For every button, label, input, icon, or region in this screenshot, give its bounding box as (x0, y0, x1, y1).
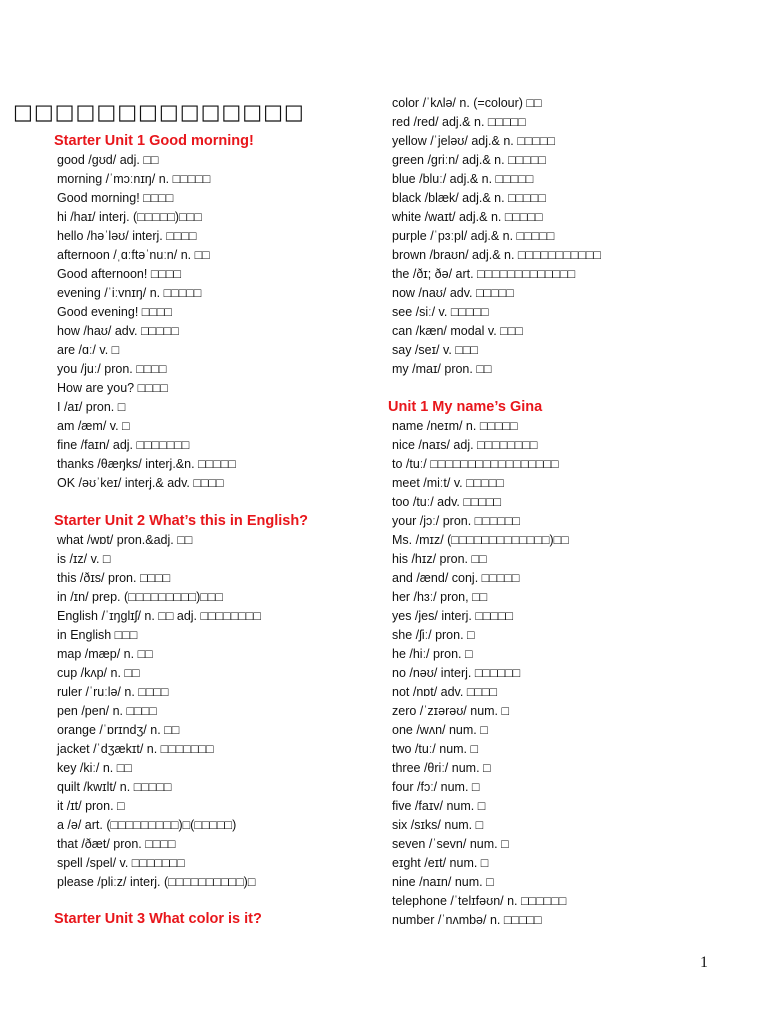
word-entry: and /ænd/ conj. □□□□□ (392, 571, 520, 585)
page-number: 1 (700, 954, 708, 971)
word-entry: hi /haɪ/ interj. (□□□□□)□□□ (57, 210, 202, 224)
word-entry: orange /ˈɒrɪndʒ/ n. □□ (57, 723, 180, 737)
word-entry: that /ðæt/ pron. □□□□ (57, 837, 176, 851)
word-entry: purple /ˈpɜːpl/ adj.& n. □□□□□ (392, 229, 555, 243)
word-entry: your /jɔː/ pron. □□□□□□ (392, 514, 520, 528)
word-entry: is /ɪz/ v. □ (57, 552, 111, 566)
word-entry: say /seɪ/ v. □□□ (392, 343, 478, 357)
word-entry: white /waɪt/ adj.& n. □□□□□ (392, 210, 543, 224)
word-entry: no /nəʊ/ interj. □□□□□□ (392, 666, 521, 680)
word-entry: Good evening! □□□□ (57, 305, 172, 319)
word-entry: How are you? □□□□ (57, 381, 168, 395)
word-entry: seven /ˈsevn/ num. □ (392, 837, 509, 851)
word-entry: color /ˈkʌlə/ n. (=colour) □□ (392, 96, 542, 110)
word-entry: red /red/ adj.& n. □□□□□ (392, 115, 526, 129)
word-entry: evening /ˈiːvnɪŋ/ n. □□□□□ (57, 286, 202, 300)
word-entry: meet /miːt/ v. □□□□□ (392, 476, 504, 490)
section-heading-starter-unit-2: Starter Unit 2 What’s this in English? (54, 513, 309, 529)
word-entry: can /kæn/ modal v. □□□ (392, 324, 523, 338)
word-entry: what /wɒt/ pron.&adj. □□ (57, 533, 193, 547)
word-entry: morning /ˈmɔːnɪŋ/ n. □□□□□ (57, 172, 211, 186)
section-heading-starter-unit-1: Starter Unit 1 Good morning! (54, 133, 254, 149)
word-entry: how /haʊ/ adv. □□□□□ (57, 324, 179, 338)
word-entry: to /tuː/ □□□□□□□□□□□□□□□□□ (392, 457, 559, 471)
word-entry: English /ˈɪŋglɪʃ/ n. □□ adj. □□□□□□□□ (57, 609, 261, 623)
word-entry: see /siː/ v. □□□□□ (392, 305, 489, 319)
word-entry: this /ðɪs/ pron. □□□□ (57, 571, 171, 585)
word-entry: key /kiː/ n. □□ (57, 761, 132, 775)
word-entry: too /tuː/ adv. □□□□□ (392, 495, 502, 509)
section-heading-unit-1: Unit 1 My name’s Gina (388, 399, 543, 415)
word-entry: afternoon /ˌɑːftəˈnuːn/ n. □□ (57, 248, 210, 262)
word-entry: green /griːn/ adj.& n. □□□□□ (392, 153, 546, 167)
word-entry: I /aɪ/ pron. □ (57, 400, 126, 414)
word-entry: number /ˈnʌmbə/ n. □□□□□ (392, 913, 542, 927)
word-entry: telephone /ˈtelɪfəʊn/ n. □□□□□□ (392, 894, 567, 908)
word-entry: Good afternoon! □□□□ (57, 267, 182, 281)
word-entry: good /gʊd/ adj. □□ (57, 153, 159, 167)
word-entry: three /θriː/ num. □ (392, 761, 491, 775)
word-entry: spell /spel/ v. □□□□□□□ (57, 856, 185, 870)
page-title: □□□□□□□□□□□□□□ (13, 100, 305, 124)
section-heading-starter-unit-3: Starter Unit 3 What color is it? (54, 911, 262, 927)
word-entry: name /neɪm/ n. □□□□□ (392, 419, 518, 433)
word-entry: jacket /ˈdʒækɪt/ n. □□□□□□□ (57, 742, 214, 756)
word-entry: his /hɪz/ pron. □□ (392, 552, 487, 566)
word-entry: Ms. /mɪz/ (□□□□□□□□□□□□□)□□ (392, 533, 569, 547)
word-entry: nine /naɪn/ num. □ (392, 875, 494, 889)
word-entry: six /sɪks/ num. □ (392, 818, 484, 832)
word-entry: brown /braʊn/ adj.& n. □□□□□□□□□□□ (392, 248, 601, 262)
word-entry: zero /ˈzɪərəʊ/ num. □ (392, 704, 510, 718)
word-entry: pen /pen/ n. □□□□ (57, 704, 157, 718)
word-entry: Good morning! □□□□ (57, 191, 174, 205)
word-entry: blue /bluː/ adj.& n. □□□□□ (392, 172, 534, 186)
word-entry: am /æm/ v. □ (57, 419, 130, 433)
word-entry: eɪght /eɪt/ num. □ (392, 856, 489, 870)
word-entry: four /fɔː/ num. □ (392, 780, 480, 794)
word-entry: now /naʊ/ adv. □□□□□ (392, 286, 514, 300)
word-entry: map /mæp/ n. □□ (57, 647, 153, 661)
word-entry: she /ʃiː/ pron. □ (392, 628, 475, 642)
word-entry: the /ðɪ; ðə/ art. □□□□□□□□□□□□□ (392, 267, 576, 281)
word-entry: five /faɪv/ num. □ (392, 799, 486, 813)
word-entry: it /ɪt/ pron. □ (57, 799, 125, 813)
word-entry: ruler /ˈruːlə/ n. □□□□ (57, 685, 169, 699)
word-entry: in /ɪn/ prep. (□□□□□□□□□)□□□ (57, 590, 223, 604)
word-entry: yellow /ˈjeləʊ/ adj.& n. □□□□□ (392, 134, 555, 148)
word-entry: black /blæk/ adj.& n. □□□□□ (392, 191, 546, 205)
word-entry: yes /jes/ interj. □□□□□ (392, 609, 514, 623)
word-entry: please /pliːz/ interj. (□□□□□□□□□□)□ (57, 875, 256, 889)
word-entry: are /ɑː/ v. □ (57, 343, 120, 357)
word-entry: he /hiː/ pron. □ (392, 647, 473, 661)
word-entry: cup /kʌp/ n. □□ (57, 666, 140, 680)
word-entry: quilt /kwɪlt/ n. □□□□□ (57, 780, 172, 794)
word-entry: a /ə/ art. (□□□□□□□□□)□(□□□□□) (57, 818, 237, 832)
word-entry: two /tuː/ num. □ (392, 742, 479, 756)
word-entry: thanks /θæŋks/ interj.&n. □□□□□ (57, 457, 236, 471)
word-entry: OK /əʊˈkeɪ/ interj.& adv. □□□□ (57, 476, 224, 490)
word-entry: in English □□□ (57, 628, 138, 642)
word-entry: nice /naɪs/ adj. □□□□□□□□ (392, 438, 538, 452)
word-entry: you /juː/ pron. □□□□ (57, 362, 167, 376)
word-entry: my /maɪ/ pron. □□ (392, 362, 492, 376)
word-entry: fine /faɪn/ adj. □□□□□□□ (57, 438, 190, 452)
word-entry: her /hɜː/ pron, □□ (392, 590, 488, 604)
word-entry: one /wʌn/ num. □ (392, 723, 488, 737)
word-entry: not /nɒt/ adv. □□□□ (392, 685, 498, 699)
word-entry: hello /həˈləʊ/ interj. □□□□ (57, 229, 197, 243)
